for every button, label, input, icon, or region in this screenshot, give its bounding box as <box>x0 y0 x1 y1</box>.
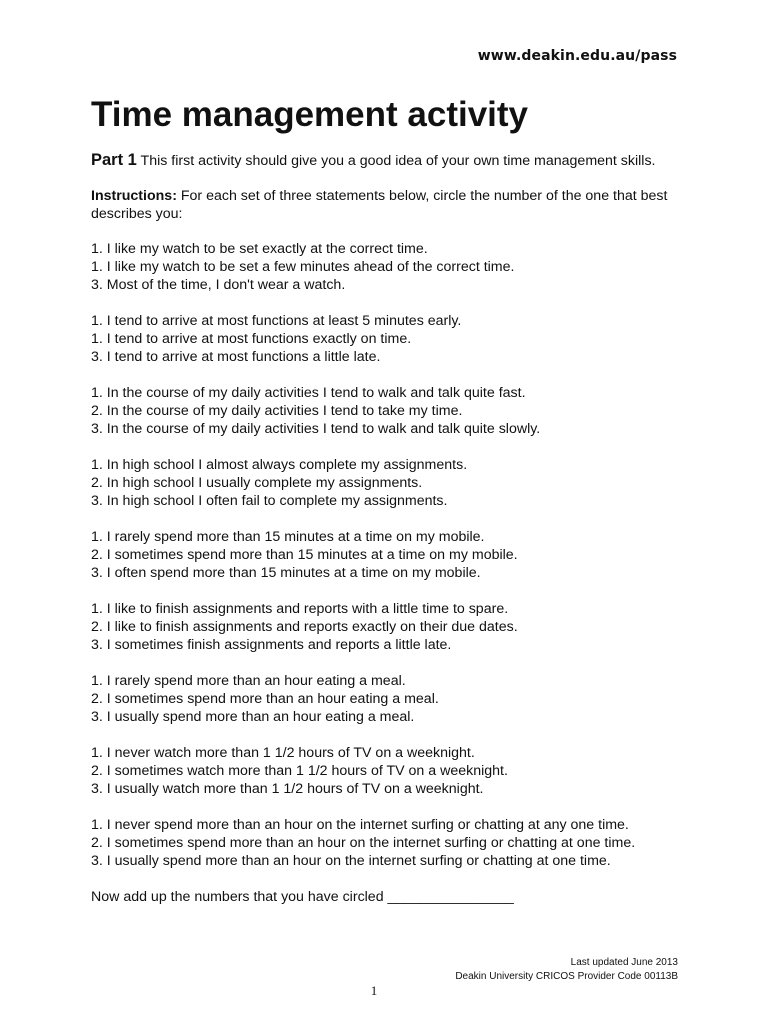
statement: 2. I sometimes watch more than 1 1/2 hours of TV on a weeknight. <box>91 763 508 779</box>
statement: 1. I like to finish assignments and reports with a little time to spare. <box>91 601 509 617</box>
instructions <box>91 187 691 223</box>
statement: 2. In the course of my daily activities I tend to take my time. <box>91 403 463 419</box>
statement: 3. I usually watch more than 1 1/2 hours of TV on a weeknight. <box>91 781 484 797</box>
statement-set <box>91 528 691 582</box>
document-body <box>91 151 691 906</box>
statement: 1. I like my watch to be set a few minutes ahead of the correct time. <box>91 259 515 275</box>
statement-set <box>91 744 691 798</box>
statement: 3. In the course of my daily activities I tend to walk and talk quite slowly. <box>91 421 541 437</box>
statement: 2. I sometimes spend more than 15 minutes at a time on my mobile. <box>91 547 518 563</box>
statement: 3. I usually spend more than an hour on the internet surfing or chatting at one time. <box>91 853 611 869</box>
statement: 2. I like to finish assignments and reports exactly on their due dates. <box>91 619 518 635</box>
statement: 3. In high school I often fail to complete my assignments. <box>91 493 448 509</box>
statement: 3. Most of the time, I don't wear a watch. <box>91 277 346 293</box>
site-url: www.deakin.edu.au/pass <box>477 48 677 64</box>
statement-set <box>91 240 691 294</box>
statement: 1. I never spend more than an hour on the internet surfing or chatting at any one time. <box>91 817 629 833</box>
statement: 1. I rarely spend more than 15 minutes at a time on my mobile. <box>91 529 485 545</box>
statement: 1. I tend to arrive at most functions exactly on time. <box>91 331 412 347</box>
instructions-label: Instructions: <box>91 188 177 204</box>
part-label: Part 1 <box>91 151 137 169</box>
instructions-text: For each set of three statements below, circle the number of the one that best describes you: <box>91 188 668 222</box>
part-text: This first activity should give you a good idea of your own time management skills. <box>136 153 656 169</box>
statement: 1. I never watch more than 1 1/2 hours of TV on a weeknight. <box>91 745 475 761</box>
statement-set <box>91 672 691 726</box>
page-title: Time management activity <box>91 95 529 134</box>
statement-set <box>91 384 691 438</box>
statement: 2. I sometimes spend more than an hour on the internet surfing or chatting at one time. <box>91 835 636 851</box>
statement: 1. In high school I almost always complete my assignments. <box>91 457 468 473</box>
statement: 1. In the course of my daily activities I tend to walk and talk quite fast. <box>91 385 526 401</box>
statement-set <box>91 600 691 654</box>
last-updated: Last updated June 2013 <box>570 957 678 968</box>
part-intro <box>91 151 691 170</box>
statement-set <box>91 456 691 510</box>
statement: 1. I rarely spend more than an hour eating a meal. <box>91 673 406 689</box>
statement: 3. I usually spend more than an hour eating a meal. <box>91 709 415 725</box>
statement: 3. I tend to arrive at most functions a little late. <box>91 349 381 365</box>
statement: 2. I sometimes spend more than an hour eating a meal. <box>91 691 439 707</box>
statement: 1. I like my watch to be set exactly at the correct time. <box>91 241 428 257</box>
statement: 1. I tend to arrive at most functions at least 5 minutes early. <box>91 313 462 329</box>
statement-set <box>91 312 691 366</box>
statement: 3. I often spend more than 15 minutes at a time on my mobile. <box>91 565 481 581</box>
footer <box>455 956 678 984</box>
summary-line: Now add up the numbers that you have circled ________________ <box>91 889 514 905</box>
statement-set <box>91 816 691 870</box>
page-number: 1 <box>370 983 378 998</box>
statement: 3. I sometimes finish assignments and reports a little late. <box>91 637 452 653</box>
provider-code: Deakin University CRICOS Provider Code 00113B <box>455 971 678 982</box>
statement: 2. In high school I usually complete my assignments. <box>91 475 423 491</box>
